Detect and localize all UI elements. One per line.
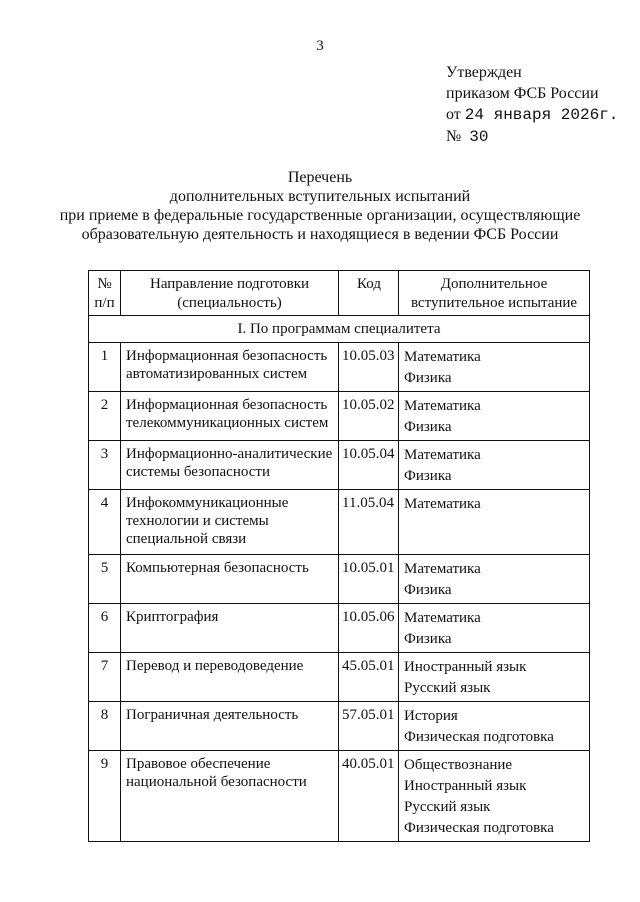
approval-date-prefix: от [446,106,461,123]
row-number: 9 [89,751,121,842]
row-code: 11.05.04 [339,490,399,555]
row-direction [121,555,339,604]
direction-line: Информационно-аналитические [126,446,333,462]
row-exams [399,343,590,392]
direction-line: автоматизированных систем [126,366,308,382]
row-exams [399,702,590,751]
direction-line: Инфокоммуникационные [126,495,289,511]
header-exam-line-2: вступительное испытание [410,295,578,311]
direction-line: Правовое обеспечение [126,756,271,772]
header-num [89,271,121,316]
direction-line: Информационная безопасность [126,348,328,364]
table-row [89,653,590,702]
document-title [0,168,640,244]
row-exams [399,604,590,653]
row-direction [121,604,339,653]
table-header-row [89,271,590,316]
table-row [89,343,590,392]
exam-item: Математика [404,447,481,463]
approval-date-line [446,104,618,126]
table-row [89,604,590,653]
direction-line: технологии и системы [126,513,269,529]
exam-item: Физика [404,631,452,647]
exam-item: Физика [404,468,452,484]
row-direction [121,751,339,842]
row-number: 7 [89,653,121,702]
approval-number: 30 [469,128,489,146]
table-row [89,555,590,604]
section-row [89,316,590,343]
section-title: I. По программам специалитета [89,316,590,343]
exam-item: История [404,708,458,724]
row-code: 10.05.03 [339,343,399,392]
row-direction [121,441,339,490]
exam-item: Физика [404,370,452,386]
header-direction [121,271,339,316]
approval-number-line [446,126,618,148]
direction-line: национальной безопасности [126,774,307,790]
approval-date: 24 января 2026г. [464,106,619,124]
row-number: 5 [89,555,121,604]
direction-line: телекоммуникационных систем [126,415,329,431]
exam-item: Математика [404,349,481,365]
row-code: 10.05.01 [339,555,399,604]
row-number: 6 [89,604,121,653]
title-line-3: при приеме в федеральные государственные организации, осуществляющие [59,207,581,224]
approval-stamp [446,62,618,148]
direction-line: Криптография [126,609,219,625]
exam-item: Иностранный язык [404,659,527,675]
row-code: 40.05.01 [339,751,399,842]
table-row [89,751,590,842]
direction-line: Пограничная деятельность [126,707,299,723]
row-direction [121,490,339,555]
direction-line: специальной связи [126,531,247,547]
direction-line: Компьютерная безопасность [126,560,309,576]
table-row [89,702,590,751]
exam-item: Обществознание [404,757,513,773]
row-code: 45.05.01 [339,653,399,702]
row-number: 3 [89,441,121,490]
title-line-1: Перечень [287,169,353,186]
row-number: 1 [89,343,121,392]
approval-number-prefix: № [446,128,462,145]
header-code: Код [339,271,399,316]
exam-item: Русский язык [404,799,491,815]
table-row [89,441,590,490]
exam-item: Математика [404,610,481,626]
header-num-line-1: № [97,276,112,292]
title-line-2: дополнительных вступительных испытаний [169,188,471,205]
exam-item: Физика [404,582,452,598]
row-exams [399,555,590,604]
exam-item: Иностранный язык [404,778,527,794]
row-exams [399,653,590,702]
row-exams [399,392,590,441]
row-code: 57.05.01 [339,702,399,751]
table-row [89,490,590,555]
exam-item: Математика [404,398,481,414]
exam-item: Физика [404,419,452,435]
approval-line-1: Утвержден [446,64,522,81]
row-number: 8 [89,702,121,751]
header-exam [399,271,590,316]
row-direction [121,392,339,441]
row-direction [121,702,339,751]
page-number: 3 [316,38,324,54]
row-code: 10.05.02 [339,392,399,441]
approval-line-2: приказом ФСБ России [446,85,599,102]
row-exams [399,751,590,842]
header-num-line-2: п/п [94,295,115,311]
direction-line: системы безопасности [126,464,270,480]
row-direction [121,343,339,392]
header-direction-line-1: Направление подготовки [149,276,310,292]
row-number: 2 [89,392,121,441]
title-line-4: образовательную деятельность и находящиеся в ведении ФСБ России [81,226,559,243]
row-exams [399,490,590,555]
row-code: 10.05.04 [339,441,399,490]
row-code: 10.05.06 [339,604,399,653]
exam-item: Физическая подготовка [404,820,554,836]
exam-item: Физическая подготовка [404,729,554,745]
header-exam-line-1: Дополнительное [440,276,548,292]
direction-line: Информационная безопасность [126,397,328,413]
direction-line: Перевод и переводоведение [126,658,304,674]
exam-item: Математика [404,561,481,577]
exam-item: Русский язык [404,680,491,696]
row-exams [399,441,590,490]
header-direction-line-2: (специальность) [177,295,282,311]
exam-item: Математика [404,496,481,512]
row-direction [121,653,339,702]
exams-table [88,270,590,842]
table-row [89,392,590,441]
row-number: 4 [89,490,121,555]
